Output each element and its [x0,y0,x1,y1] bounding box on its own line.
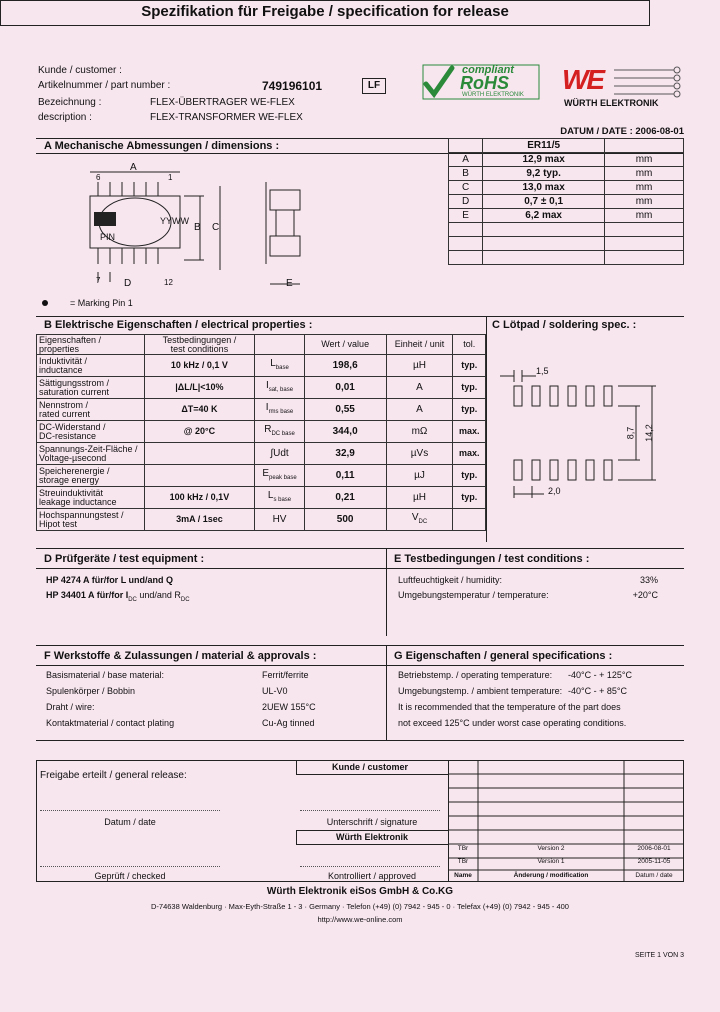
tolerance: typ. [453,377,486,399]
dim-key: E [449,209,483,223]
property-de: Nennstrom / [39,399,89,410]
pad-dim-inner: 8,7 [625,426,636,440]
dim-value: 0,7 ± 0,1 [483,195,605,209]
table-row [449,209,684,223]
material-value: Cu-Ag tinned [262,718,315,728]
pin6-label: 6 [96,173,101,182]
test-condition: ΔT=40 K [144,399,255,421]
value: 198,6 [304,355,386,377]
equipment-line-1: HP 4274 A für/for L und/and Q [46,575,174,585]
material-label: Kontaktmaterial / contact plating [46,718,175,728]
header-cond1: Testbedingungen / [162,334,237,345]
description-value: FLEX-TRANSFORMER WE-FLEX [150,112,303,123]
rohs-compliant-text: compliant [462,64,514,76]
unit: V [411,511,419,523]
spec-value: -40°C - + 125°C [568,670,632,680]
property-en: storage energy [39,474,100,485]
symbol: L [270,357,276,369]
symbol-sub: s base [273,496,292,503]
property-de: Streuinduktivität [39,487,104,498]
material-value: UL-V0 [262,686,288,696]
dim-value: 13,0 max [483,181,605,195]
property-en: DC-resistance [39,430,97,441]
symbol-sub: sat, base [268,386,294,393]
property-en: saturation current [39,386,110,397]
table-row [37,377,486,399]
value: 344,0 [304,421,386,443]
pad-dim-width: 1,5 [536,366,549,376]
dim-d-label: D [124,278,132,289]
dim-unit: mm [605,181,684,195]
symbol: HV [272,514,287,525]
dim-key: B [449,167,483,181]
dim-value: 12,9 max [483,153,605,167]
spec-label: Umgebungstemp. / ambient temperature: [398,686,563,696]
unit: µVs [410,448,429,459]
value: 0,55 [304,399,386,421]
header-tol: tol. [453,335,486,355]
ver-version: Version 2 [537,845,565,852]
test-cond-value: 33% [639,575,658,585]
header-properties: Eigenschaften / properties [37,335,145,355]
description-label: description : [38,112,92,123]
ver-version: Version 1 [537,858,565,865]
page-title: Spezifikation für Freigabe / specification for release [0,0,650,26]
material-value: 2UEW 155°C [262,702,316,712]
symbol-sub: DC base [271,430,295,437]
value: 0,01 [304,377,386,399]
section-b-title: B Elektrische Eigenschaften / electrical properties : [44,319,313,331]
section-d-title: D Prüfgeräte / test equipment : [44,553,205,565]
ver-header-date: Datum / date [635,872,673,879]
property-de: Sättigungsstrom / [39,377,110,388]
rohs-logo [422,64,540,100]
dim-e-label: E [286,278,293,289]
customer-label: Kunde / customer : [38,65,122,76]
test-cond-value: +20°C [632,590,658,600]
yyww-label: YYWW [160,216,189,226]
dim-unit: mm [605,167,684,181]
pin1-label: 1 [168,173,173,182]
partnumber-value: 749196101 [262,79,323,93]
unit: µH [412,360,426,371]
section-f-title: F Werkstoffe & Zulassungen / material & approvals : [44,650,317,662]
dim-unit: mm [605,209,684,223]
tolerance: max. [453,421,486,443]
section-a-title: A Mechanische Abmessungen / dimensions : [44,140,280,152]
dimensions-table [448,138,684,265]
wurth-label: Würth Elektronik [335,832,408,842]
date-line: DATUM / DATE : 2006-08-01 [560,126,684,137]
symbol: I [265,379,269,391]
symbol-sub: peak base [269,474,297,481]
header-unit: Einheit / unit [386,335,453,355]
dim-key: D [449,195,483,209]
company-web[interactable]: http://www.we-online.com [317,915,403,924]
signature-label: Unterschrift / signature [326,817,418,827]
pin-label: PIN [100,232,116,242]
test-condition: 100 kHz / 0,1V [144,487,255,509]
rohs-text: RoHS [460,73,509,93]
property-de: Induktivität / [39,355,88,366]
equipment-2-tail: und/and R [136,590,181,600]
spec-value: -40°C - + 85°C [568,686,627,696]
material-label: Basismaterial / base material: [46,670,165,680]
spec-note-1: It is recommended that the temperature of the part does [398,702,621,712]
symbol-sub: rms base [268,408,294,415]
unit: mΩ [411,426,428,437]
lf-badge: LF [362,78,386,94]
property-en: inductance [39,364,83,375]
table-row [37,509,486,531]
table-row [37,487,486,509]
ver-date: 2005-11-05 [637,858,671,865]
symbol: E [262,467,269,479]
partnumber-label: Artikelnummer / part number : [38,80,171,91]
pin7-label: 7 [96,276,101,285]
test-cond-label: Luftfeuchtigkeit / humidity: [398,575,503,585]
company-address: D-74638 Waldenburg · Max-Eyth-Straße 1 - 3 · Germany · Telefon (+49) (0) 7942 - 945 - 0 · Telefax (+49) (0) 7942 - 945 - 400 [151,902,569,911]
rohs-sub-text: WÜRTH ELEKTRONIK [462,92,524,98]
we-mark: WE [562,64,604,95]
table-row [37,355,486,377]
table-row [37,399,486,421]
symbol: L [267,489,274,501]
ver-date: 2006-08-01 [637,845,671,852]
test-cond-label: Umgebungstemperatur / temperature: [398,590,549,600]
value: 32,9 [304,443,386,465]
dim-key: A [449,153,483,167]
header-value: Wert / value [304,335,386,355]
dim-value: 6,2 max [483,209,605,223]
release-customer-label: Kunde / customer [331,762,408,772]
designation-label: Bezeichnung : [38,97,102,108]
tolerance [453,509,486,531]
pad-dim-pitch: 2,0 [548,486,561,496]
table-row [449,167,684,181]
brand-text: WÜRTH ELEKTRONIK [564,98,659,108]
tolerance: typ. [453,465,486,487]
general-release-label: Freigabe erteilt / general release: [40,770,187,781]
date-label: Datum / date [104,817,156,827]
property-de: Speicherenergie / [39,465,110,476]
tolerance: max. [453,443,486,465]
property-de: Spannungs-Zeit-Fläche / [39,443,138,454]
checked-label: Geprüft / checked [94,871,166,881]
equipment-2-sub2: DC [180,596,190,603]
section-e-title: E Testbedingungen / test conditions : [394,553,590,565]
symbol: R [264,423,272,435]
equipment-2-main: HP 34401 A für/for I [46,590,129,600]
we-logo [558,64,684,108]
value: 0,11 [304,465,386,487]
page-number: SEITE 1 VON 3 [634,952,684,959]
electrical-table [36,334,486,531]
controlled-label: Kontrolliert / approved [327,871,417,881]
dim-value: 9,2 typ. [483,167,605,181]
unit: µJ [414,470,425,481]
test-condition: |ΔL/L|<10% [144,377,255,399]
test-condition [144,443,255,465]
dim-b-label: B [194,222,201,233]
material-value: Ferrit/ferrite [262,670,309,680]
equipment-line-2 [46,590,190,603]
section-c-title: C Lötpad / soldering spec. : [492,319,637,331]
designation-value: FLEX-ÜBERTRAGER WE-FLEX [150,97,295,108]
dim-a-label: A [130,162,137,173]
material-label: Draht / wire: [46,702,95,712]
company-name: Würth Elektronik eiSos GmbH & Co.KG [266,886,454,897]
test-condition: @ 20°C [144,421,255,443]
ver-name: TBr [457,845,469,852]
spec-note-2: not exceed 125°C under worst case operating conditions. [398,718,627,728]
unit: A [416,404,423,415]
dim-unit: mm [605,153,684,167]
table-row [37,421,486,443]
unit-sub: DC [418,518,428,525]
test-condition [144,465,255,487]
table-row [37,443,486,465]
material-label: Spulenkörper / Bobbin [46,686,136,696]
dim-col-header: ER11/5 [483,139,605,153]
table-row [37,465,486,487]
property-en: Voltage-µsecond [39,452,107,463]
symbol-sub: base [275,364,289,371]
section-g-title: G Eigenschaften / general specifications : [394,650,613,662]
unit: A [416,382,423,393]
equipment-2-sub: DC [128,596,137,603]
symbol: I [265,401,269,413]
unit: µH [412,492,426,503]
table-row [449,181,684,195]
value: 0,21 [304,487,386,509]
test-condition: 10 kHz / 0,1 V [144,355,255,377]
dim-c-label: C [212,222,220,233]
ver-header-change: Änderung / modification [513,872,589,879]
test-condition: 3mA / 1sec [144,509,255,531]
table-row [449,153,684,167]
spec-label: Betriebstemp. / operating temperature: [398,670,553,680]
value: 500 [304,509,386,531]
pad-dim-outer: 14,2 [643,424,654,442]
tolerance: typ. [453,487,486,509]
pin12-label: 12 [164,278,173,287]
marking-dot-icon [42,300,48,306]
ver-header-name: Name [454,872,472,879]
table-row [449,195,684,209]
symbol: ∫Udt [270,448,289,459]
dim-key: C [449,181,483,195]
circuit-lines-icon [614,66,682,100]
property-de: Hochspannungstest / [39,509,124,520]
header-cond2: test conditions [170,343,229,354]
property-en: rated current [39,408,91,419]
property-en: Hipot test [39,518,78,529]
tolerance: typ. [453,355,486,377]
property-en: leakage inductance [39,496,117,507]
ver-name: TBr [457,858,469,865]
dim-unit: mm [605,195,684,209]
marking-note: = Marking Pin 1 [70,298,133,308]
tolerance: typ. [453,399,486,421]
property-de: DC-Widerstand / [39,421,106,432]
